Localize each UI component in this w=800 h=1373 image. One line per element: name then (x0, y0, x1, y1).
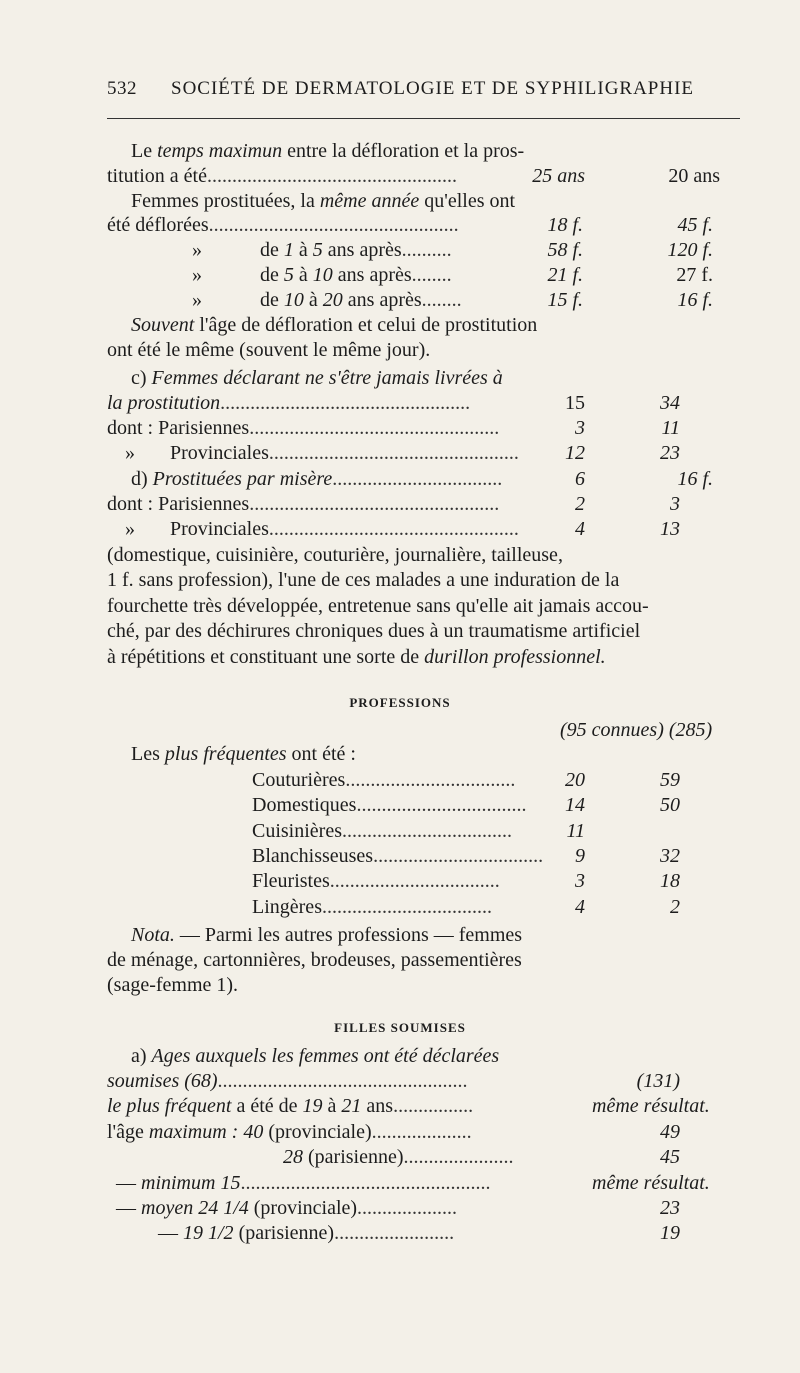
text-line: Provinciales.................................................. (170, 518, 519, 540)
value-right: (131) (636, 1070, 680, 1092)
profession-count-right: 18 (660, 870, 680, 892)
profession-label: Cuisinières.................................. (252, 820, 512, 842)
text-line: la prostitution.................................................. (107, 392, 471, 414)
text-line: de 10 à 20 ans après........ (260, 289, 462, 311)
text-line: 1 f. sans profession), l'une de ces malades a une induration de la (107, 569, 620, 591)
value-right: 3 (670, 493, 680, 515)
text-line: — 19 1/2 (parisienne)........................ (158, 1222, 455, 1244)
value: 15 (565, 392, 585, 414)
text-line: ont été le même (souvent le même jour). (107, 339, 431, 361)
running-title: SOCIÉTÉ DE DERMATOLOGIE ET DE SYPHILIGRAPHIE (171, 78, 695, 99)
value-right: 120 f. (667, 239, 713, 261)
value: 2 (575, 493, 585, 515)
value: 6 (575, 468, 585, 490)
profession-count: 11 (566, 820, 585, 842)
text-line: à répétitions et constituant une sorte de durillon professionnel. (107, 646, 606, 668)
profession-label: Blanchisseuses.................................. (252, 845, 544, 867)
profession-count: 14 (565, 794, 585, 816)
text-line: Le temps maximun entre la défloration et la pros- (131, 140, 525, 162)
text-line: (domestique, cuisinière, couturière, journalière, tailleuse, (107, 544, 563, 566)
text-line: » (125, 518, 135, 540)
text-line: 28 (parisienne)...................... (283, 1146, 514, 1168)
text-line: le plus fréquent a été de 19 à 21 ans................ (107, 1095, 474, 1117)
text-line: — minimum 15.................................................. (116, 1172, 491, 1194)
text-line: Souvent l'âge de défloration et celui de prostitution (131, 314, 538, 336)
text-line: Provinciales.................................................. (170, 442, 519, 464)
value-right: 19 (660, 1222, 680, 1244)
value-right: 11 (661, 417, 680, 439)
profession-label: Lingères.................................. (252, 896, 492, 918)
profession-count: 4 (575, 896, 585, 918)
value: 3 (575, 417, 585, 439)
value-right: même résultat. (592, 1172, 710, 1194)
text-line: » (192, 264, 202, 286)
text-line: Nota. — Parmi les autres professions — femmes (131, 924, 523, 946)
profession-label: Domestiques.................................. (252, 794, 527, 816)
text-line: » (192, 239, 202, 261)
column-header: (95 connues) (285) (560, 719, 713, 741)
text-line: titution a été.................................................. (107, 165, 457, 187)
profession-count-right: 50 (660, 794, 680, 816)
text-line: soumises (68).................................................. (107, 1070, 468, 1092)
profession-count-right: 59 (660, 769, 680, 791)
text-line: dont : Parisiennes.................................................. (107, 493, 500, 515)
section-heading: PROFESSIONS (349, 695, 451, 710)
text-line: (sage-femme 1). (107, 974, 239, 996)
value: 15 f. (547, 289, 583, 311)
text-line: été déflorées.................................................. (107, 214, 459, 236)
profession-count: 20 (565, 769, 585, 791)
value-right: 20 ans (668, 165, 720, 187)
text-line: — moyen 24 1/4 (provinciale).................... (116, 1197, 458, 1219)
value: 25 ans (532, 165, 585, 187)
value-right: 16 f. (677, 289, 713, 311)
profession-count-right: 2 (670, 896, 680, 918)
value: 18 f. (547, 214, 583, 236)
text-line: Les plus fréquentes ont été : (131, 743, 356, 765)
value-right: 49 (660, 1121, 680, 1143)
text-line: fourchette très développée, entretenue sans qu'elle ait jamais accou- (107, 595, 649, 617)
value-right: 45 f. (677, 214, 713, 236)
text-line: d) Prostituées par misère.................................. (131, 468, 503, 490)
text-line: l'âge maximum : 40 (provinciale).................... (107, 1121, 472, 1143)
text-line: ché, par des déchirures chroniques dues à un traumatisme artificiel (107, 620, 641, 642)
text-line: » (125, 442, 135, 464)
text-line: a) Ages auxquels les femmes ont été déclarées (131, 1045, 500, 1067)
profession-count: 3 (575, 870, 585, 892)
value: 12 (565, 442, 585, 464)
value: 4 (575, 518, 585, 540)
value: 58 f. (547, 239, 583, 261)
text-line: c) Femmes déclarant ne s'être jamais livrées à (131, 367, 503, 389)
profession-label: Fleuristes.................................. (252, 870, 500, 892)
value: 21 f. (547, 264, 583, 286)
text-line: » (192, 289, 202, 311)
text-line: dont : Parisiennes.................................................. (107, 417, 500, 439)
value-right: 16 f. (677, 468, 713, 490)
section-heading: FILLES SOUMISES (334, 1020, 466, 1035)
value-right: 45 (660, 1146, 680, 1168)
value-right: 27 f. (676, 264, 713, 286)
text-line: Femmes prostituées, la même année qu'elles ont (131, 190, 516, 212)
profession-count-right: 32 (660, 845, 680, 867)
value-right: 13 (660, 518, 680, 540)
value-right: 23 (660, 442, 680, 464)
page-number: 532 (107, 78, 137, 99)
header-rule (107, 118, 740, 119)
value-right: 23 (660, 1197, 680, 1219)
text-line: de 1 à 5 ans après.......... (260, 239, 452, 261)
value-right: 34 (660, 392, 680, 414)
profession-count: 9 (575, 845, 585, 867)
text-line: de 5 à 10 ans après........ (260, 264, 452, 286)
profession-label: Couturières.................................. (252, 769, 516, 791)
text-line: de ménage, cartonnières, brodeuses, passementières (107, 949, 522, 971)
value-right: même résultat. (592, 1095, 710, 1117)
